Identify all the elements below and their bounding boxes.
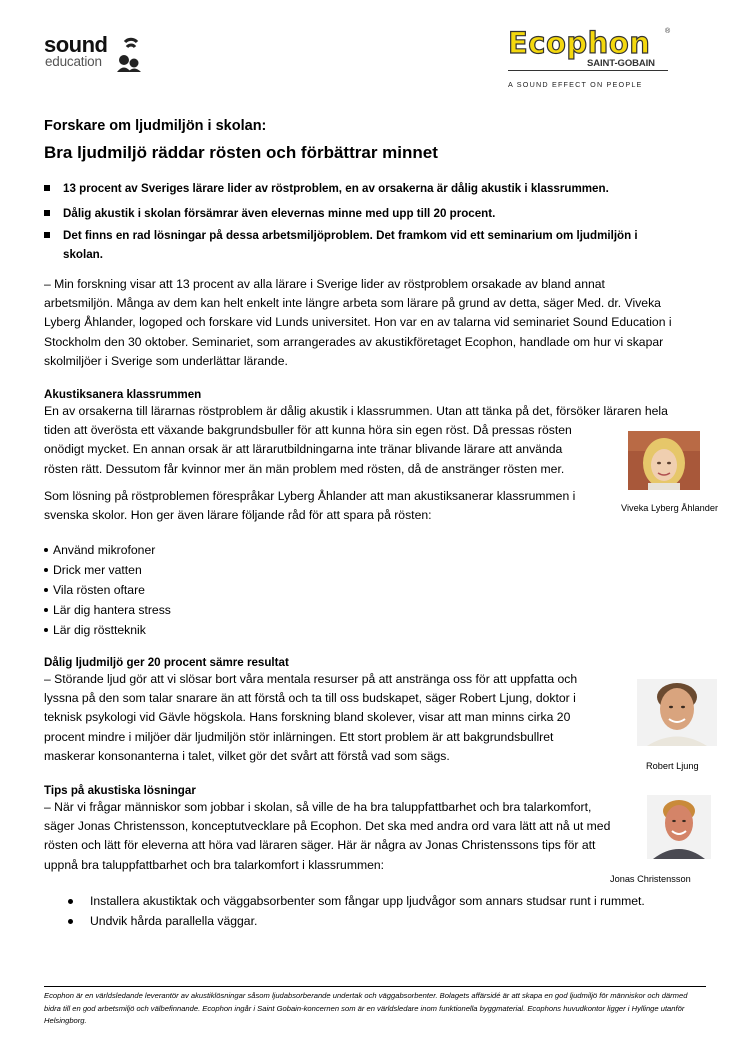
key-point: Dålig akustik i skolan försämrar även elevernas minne med upp till 20 procent. bbox=[44, 204, 684, 223]
section-heading-tips: Tips på akustiska lösningar bbox=[44, 784, 196, 797]
bullet-icon bbox=[44, 568, 48, 572]
photo-caption: Robert Ljung bbox=[646, 761, 699, 771]
square-bullet-icon bbox=[44, 210, 50, 216]
section1-paragraph-2: Som lösning på röstproblemen förespråkar Lyberg Åhlander att man akustiksanerar klassrummen i svenska skolor. Hon ger även lärare följande råd för att spara på rösten: bbox=[44, 489, 576, 523]
tip-item: Installera akustiktak och väggabsorbenter som fångar upp ljudvågor som annars studsar runt i rummet. bbox=[68, 892, 645, 911]
section1-paragraph: En av orsakerna till lärarnas röstproblem är dålig akustik i klassrummen. Utan att tänka på det, försöker läraren hela tiden att överösta ett växande bakgrundsbuller för att kunna höra sin egen röst. Då pressas rösten onödigt mycket. En annan orsak är att lärarutbildningarna inte tränar blivande lärare att använda rösten rätt. Dessutom får kvinnor mer än män problem med rösten, då de anstränger rösten mer. bbox=[44, 404, 668, 476]
key-point: Det finns en rad lösningar på dessa arbetsmiljöproblem. Det framkom vid ett seminarium om ljudmiljön i skolan. bbox=[44, 226, 684, 264]
sound-wave-icon bbox=[116, 36, 146, 72]
logo-word-sound: sound bbox=[44, 32, 108, 57]
square-bullet-icon bbox=[44, 232, 50, 238]
section-heading-results: Dålig ljudmiljö ger 20 procent sämre resultat bbox=[44, 656, 289, 669]
saint-gobain-label: SAINT-GOBAIN bbox=[587, 58, 655, 69]
advice-item: Lär dig hantera stress bbox=[44, 601, 171, 621]
logo-word-education: education bbox=[45, 54, 102, 69]
section3-paragraph: – När vi frågar människor som jobbar i skolan, så ville de ha bra taluppfattbarhet och bra talarkomfort, säger Jonas Christensson, konceptutvecklare på Ecophon. Det ska med andra ord vara lätt att nå ut med rösten och lätt för eleverna att höra vad läraren säger. Här är några av Jonas Christenssons tips för att uppnå bra taluppfattbarhet och bra talarkomfort i klassrummen: bbox=[44, 800, 611, 872]
key-point: 13 procent av Sveriges lärare lider av röstproblem, en av orsakerna är dålig akustik i klassrummen. bbox=[44, 179, 684, 198]
ecophon-logo bbox=[508, 26, 671, 92]
bullet-icon bbox=[68, 919, 73, 924]
section-heading-acoustics: Akustiksanera klassrummen bbox=[44, 388, 202, 401]
footer-divider bbox=[44, 986, 706, 987]
photo-robert bbox=[637, 679, 717, 746]
intro-paragraph: – Min forskning visar att 13 procent av alla lärare i Sverige lider av röstproblem orsakade av bland annat arbetsmiljön. Många av dem kan helt enkelt inte längre arbeta som lärare på grund av detta, säger Med. dr. Viveka Lyberg Åhlander, logoped och forskare vid Lunds universitet. Hon var en av talarna vid seminariet Sound Education i Stockholm den 30 oktober. Seminariet, som arrangerades av akustikföretaget Ecophon, handlade om hur vi skapar skolmiljöer i Sverige som underlättar lärande. bbox=[44, 277, 672, 368]
registered-mark: ® bbox=[665, 28, 671, 35]
tip-item: Undvik hårda parallella väggar. bbox=[68, 912, 257, 931]
ecophon-wordmark: Ecophon bbox=[508, 26, 651, 60]
bullet-icon bbox=[44, 548, 48, 552]
square-bullet-icon bbox=[44, 185, 50, 191]
advice-item: Använd mikrofoner bbox=[44, 541, 155, 561]
photo-caption: Viveka Lyberg Åhlander bbox=[621, 503, 719, 513]
bullet-icon bbox=[44, 608, 48, 612]
article-headline: Bra ljudmiljö räddar rösten och förbättrar minnet bbox=[44, 143, 438, 162]
article-kicker: Forskare om ljudmiljön i skolan: bbox=[44, 118, 267, 134]
photo-jonas bbox=[647, 795, 711, 859]
advice-item: Vila rösten oftare bbox=[44, 581, 145, 601]
photo-viveka bbox=[628, 431, 700, 490]
sound-education-logo bbox=[44, 34, 154, 80]
ecophon-tagline: A SOUND EFFECT ON PEOPLE bbox=[508, 80, 643, 89]
advice-item: Drick mer vatten bbox=[44, 561, 142, 581]
bullet-icon bbox=[44, 588, 48, 592]
bullet-icon bbox=[44, 628, 48, 632]
footer-boilerplate: Ecophon är en världsledande leverantör av akustiklösningar såsom ljudabsorberande undertak och väggabsorbenter. Bolagets affärsidé är att skapa en god ljudmiljö för människor och därmed bidra till en god arbetsmiljö och välbefinnande. Ecophon ingår i Saint Gobain-koncernen som är en världsledare inom funktionella byggmaterial. Ecophons huvudkontor ligger i Hyllinge utanför Helsingborg. bbox=[44, 991, 688, 1025]
advice-item: Lär dig röstteknik bbox=[44, 621, 146, 641]
logo-divider bbox=[508, 70, 668, 71]
photo-caption: Jonas Christensson bbox=[610, 874, 691, 884]
section2-paragraph: – Störande ljud gör att vi slösar bort våra mentala resurser på att anstränga oss för att uppfatta och lyssna på den som talar snarare än att förstå och ta till oss budskapet, säger Robert Ljung, doktor i teknisk psykologi vid Gävle högskola. Hans forskning bland skolever, visar att man minns cirka 20 procent mindre i miljöer där ljudmiljön stör inlärningen. Ett stort problem är att bakgrundsbullret maskerar konsonanterna i talet, vilket gör det svårt att förstå vad som sägs. bbox=[44, 672, 578, 763]
bullet-icon bbox=[68, 899, 73, 904]
